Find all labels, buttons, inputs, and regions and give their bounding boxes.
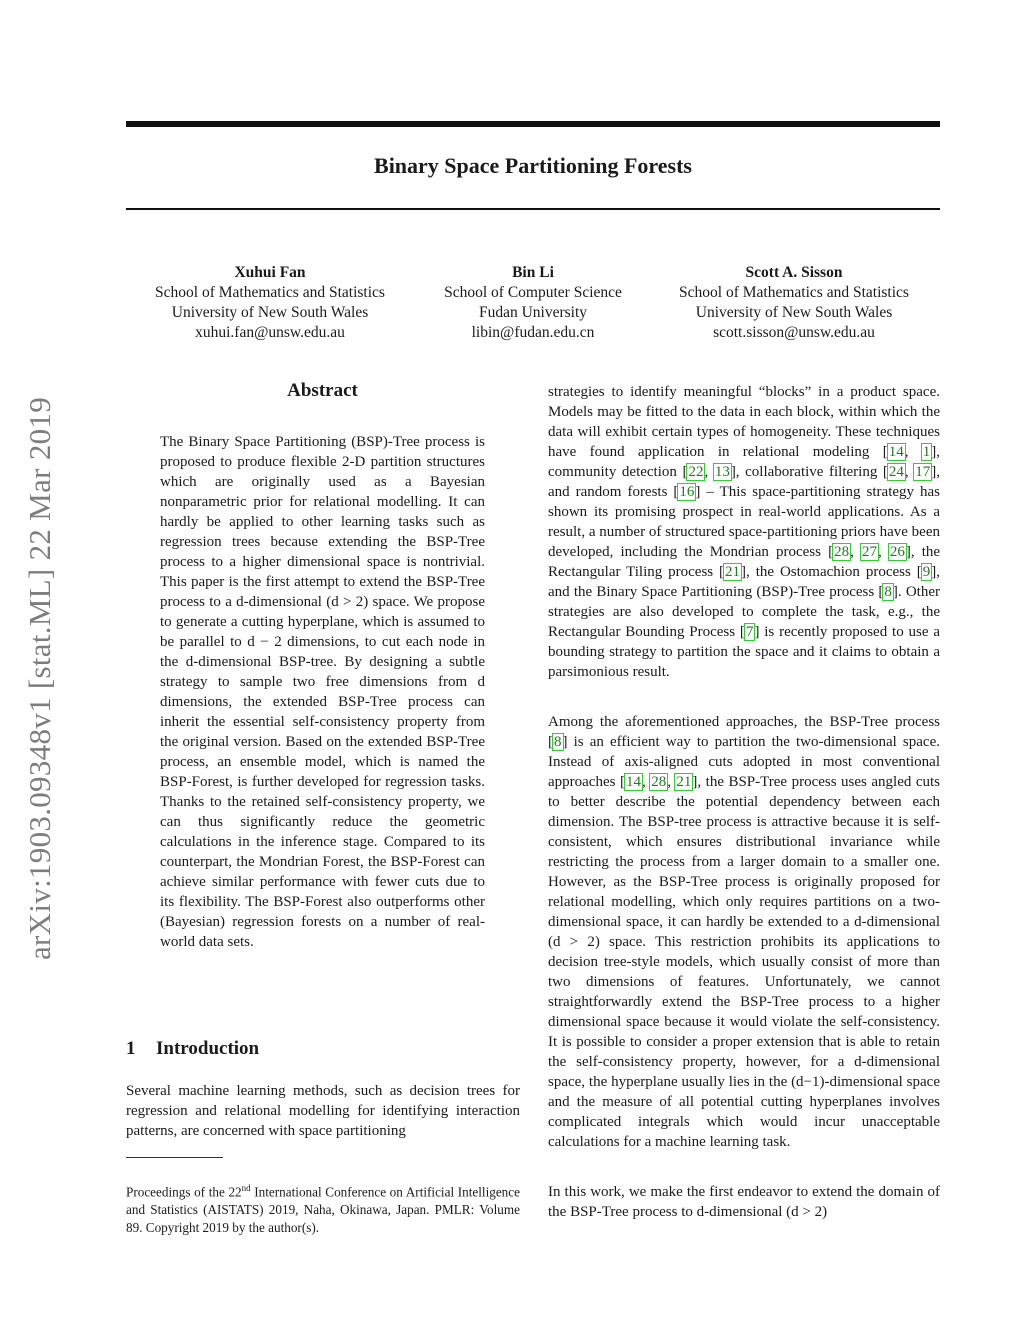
intro-paragraph: Several machine learning methods, such as decision trees for regression and relational modelling for identifying interaction patterns, are concerned with space partitioning [126,1083,520,1139]
right-paragraph-1: strategies to identify meaningful “blocks” in a product space. Models may be fitted to the data in each block, within which the data will exhibit certain types of homogeneity. These techniques have found application in relational modeling [14, 1], community detection [22, 13], collaborative filtering [24, 17], and random forests [16] – This space-partitioning strategy has shown its promising prospect in real-world applications. As a result, a number of structured space-partitioning priors have been developed, including the Mondrian process [28, 27, 26], the Rectangular Tiling process [21], the Ostomachion process [9], and the Binary Space Partitioning (BSP)-Tree process [8]. Other strategies are also developed to complete the task, e.g., the Rectangular Bounding Process [7] is recently proposed to use a bounding strategy to partition the space and it claims to obtain a parsimonious result. [548,384,941,680]
citation-link[interactable]: 28 [651,774,667,790]
abstract-text: The Binary Space Partitioning (BSP)-Tree process is proposed to produce flexible 2-D partition structures which are originally used as a Bayesian nonparametric prior for relational modelling. It can hardly be applied to other learning tasks such as regression trees because extending the BSP-Tree process to a higher dimensional space is nontrivial. This paper is the first attempt to extend the BSP-Tree process to a d-dimensional (d > 2) space. We propose to generate a cutting hyperplane, which is assumed to be parallel to d − 2 dimensions, to cut each node in the d-dimensional BSP-tree. By designing a subtle strategy to sample two free dimensions from d dimensions, the extended BSP-Tree process can inherit the essential self-consistency property from the original version. Based on the extended BSP-Tree process, an ensemble model, which is named the BSP-Forest, is further developed for regression tasks. Thanks to the retained self-consistency property, we can thus significantly reduce the geometric calculations in the inference stage. Compared to its counterpart, the Mondrian Forest, the BSP-Forest can achieve similar performance with fewer cuts due to its flexibility. The BSP-Forest also outperforms other (Bayesian) regression forests on a number of real-world data sets. [160,434,485,950]
text-run: ]. Other strategies are also developed to complete the task, e.g., the Rectangular Bounding Process [ [548,584,940,640]
author-block-2 [388,263,678,343]
author-name: Xuhui Fan [234,264,306,281]
text-run: ], community detection [ [548,444,940,480]
citation-link[interactable]: 8 [554,734,562,750]
author-name: Bin Li [512,264,554,281]
footnote-text: International Conference on Artificial Intelligence and Statistics (AISTATS) 2019, Naha, Okinawa, Japan. PMLR: Volume 89. Copyright 2019 by the author(s). [126,1184,520,1236]
text-run: ] is recently proposed to use a bounding strategy to partition the space and it claims to obtain a parsimonious result. [548,624,940,680]
footnote-rule [126,1157,223,1158]
citation-link[interactable]: 21 [676,774,692,790]
citation-link[interactable]: 14 [888,444,904,460]
author-name: Scott A. Sisson [745,264,843,281]
citation-link[interactable]: 1 [922,444,931,460]
footnote [126,1179,520,1237]
citation-link[interactable]: 21 [725,564,741,580]
citation-link[interactable]: 9 [922,564,931,580]
abstract-heading: Abstract [287,380,358,401]
text-run: ], and random forests [ [548,464,941,500]
section-title: Introduction [156,1038,260,1059]
citation-link[interactable]: 26 [889,544,905,560]
right-paragraph-2: Among the aforementioned approaches, the BSP-Tree process [8] is an efficient way to partition the two-dimensional space. Instead of axis-aligned cuts adopted in most conventional approaches [14, 28, 21], the BSP-Tree process uses angled cuts to better describe the potential dependency between each dimension. The BSP-tree process is attractive because it is self-consistent, which ensures distributional invariance while restricting the process from a larger domain to a smaller one. However, as the BSP-Tree process is originally proposed for relational modelling, which only requires partitions on a two-dimensional space, it can hardly be extended to a d-dimensional (d > 2) space. This restriction prohibits its applications to decision tree-style models, which usually consist of more than two dimensions of features. Unfortunately, we cannot straightforwardly extend the BSP-Tree process to a higher dimensional space because it would violate the self-consistency. It is possible to consider a proper extension that is able to retain the self-consistency property, however, for a d-dimensional space, the hyperplane usually lies in the (d−1)-dimensional space and the measure of all potential cutting hyperplanes involves complicated integrals which would incur unacceptable calculations for a machine learning task. [548,714,940,1150]
text-run: ], collaborative filtering [ [730,464,888,480]
citation-link[interactable]: 27 [861,544,877,560]
author-email[interactable]: scott.sisson@unsw.edu.au [713,324,875,341]
text-run: Among the aforementioned approaches, the BSP-Tree process [ [548,714,940,750]
section-heading-introduction [126,1036,521,1062]
citation-link[interactable]: 22 [688,464,704,480]
author-block-1 [125,263,415,343]
text-run: ] – This space-partitioning strategy has shown its promising prospect in real-world applications. As a result, a number of structured space-partitioning priors have been developed, including the Mondrian process [ [548,484,940,560]
author-dept: School of Mathematics and Statistics [155,284,385,301]
footnote-text: Proceedings of the 22 [126,1184,242,1200]
footnote-sup: nd [241,1183,251,1193]
author-email[interactable]: libin@fudan.edu.cn [471,324,595,341]
text-run: ], the BSP-Tree process uses angled cuts to better describe the potential dependency between each dimension. The BSP-tree process is attractive because it is self-consistent, which ensures distributional invariance while restricting the process from a larger domain to a smaller one. However, as the BSP-Tree process is originally proposed for relational modelling, which only requires partitions on a two-dimensional space, it can hardly be extended to a d-dimensional (d > 2) space. This restriction prohibits its applications to decision tree-style models, which usually consist of more than two dimensions of features. Unfortunately, we cannot straightforwardly extend the BSP-Tree process to a higher dimensional space because it would violate the self-consistency. It is possible to consider a proper extension that is able to retain the self-consistency property, however, for a d-dimensional space, the hyperplane usually lies in the (d−1)-dimensional space and the measure of all potential cutting hyperplanes involves complicated integrals which would incur unacceptable calculations for a machine learning task. [548,774,940,1150]
author-univ: Fudan University [478,304,588,321]
text-run: strategies to identify meaningful “blocks” in a product space. Models may be fitted to the data in each block, within which the data will exhibit certain types of homogeneity. These techniques have found application in relational modeling [ [548,384,940,460]
citation-link[interactable]: 7 [745,624,754,640]
citation-link[interactable]: 24 [888,464,904,480]
paper-title: Binary Space Partitioning Forests [374,153,692,178]
title-rule-bottom [126,208,940,210]
citation-link[interactable]: 17 [915,464,931,480]
text-run: ], and the Binary Space Partitioning (BSP)-Tree process [ [548,564,940,600]
author-block-3 [649,263,939,343]
citation-link[interactable]: 28 [834,544,850,560]
text-run: ], the Rectangular Tiling process [ [548,544,941,580]
author-email[interactable]: xuhui.fan@unsw.edu.au [195,324,345,341]
citation-link[interactable]: 14 [625,774,641,790]
arxiv-stamp: arXiv:1903.09348v1 [stat.ML] 22 Mar 2019 [22,396,57,960]
author-univ: University of New South Wales [171,304,369,321]
right-paragraph-3: In this work, we make the first endeavor to extend the domain of the BSP-Tree process to d-dimensional (d > 2) [548,1184,940,1220]
text-run: ], the Ostomachion process [ [741,564,922,580]
text-run: ] is an efficient way to partition the two-dimensional space. Instead of axis-aligned cuts adopted in most conventional approaches [ [548,734,940,790]
section-number: 1 [126,1038,136,1059]
citation-link[interactable]: 13 [714,464,730,480]
author-dept: School of Computer Science [444,284,622,301]
citation-link[interactable]: 8 [884,584,892,600]
author-dept: School of Mathematics and Statistics [679,284,909,301]
title-rule-top [126,121,940,127]
citation-link[interactable]: 16 [679,484,695,500]
author-univ: University of New South Wales [695,304,893,321]
